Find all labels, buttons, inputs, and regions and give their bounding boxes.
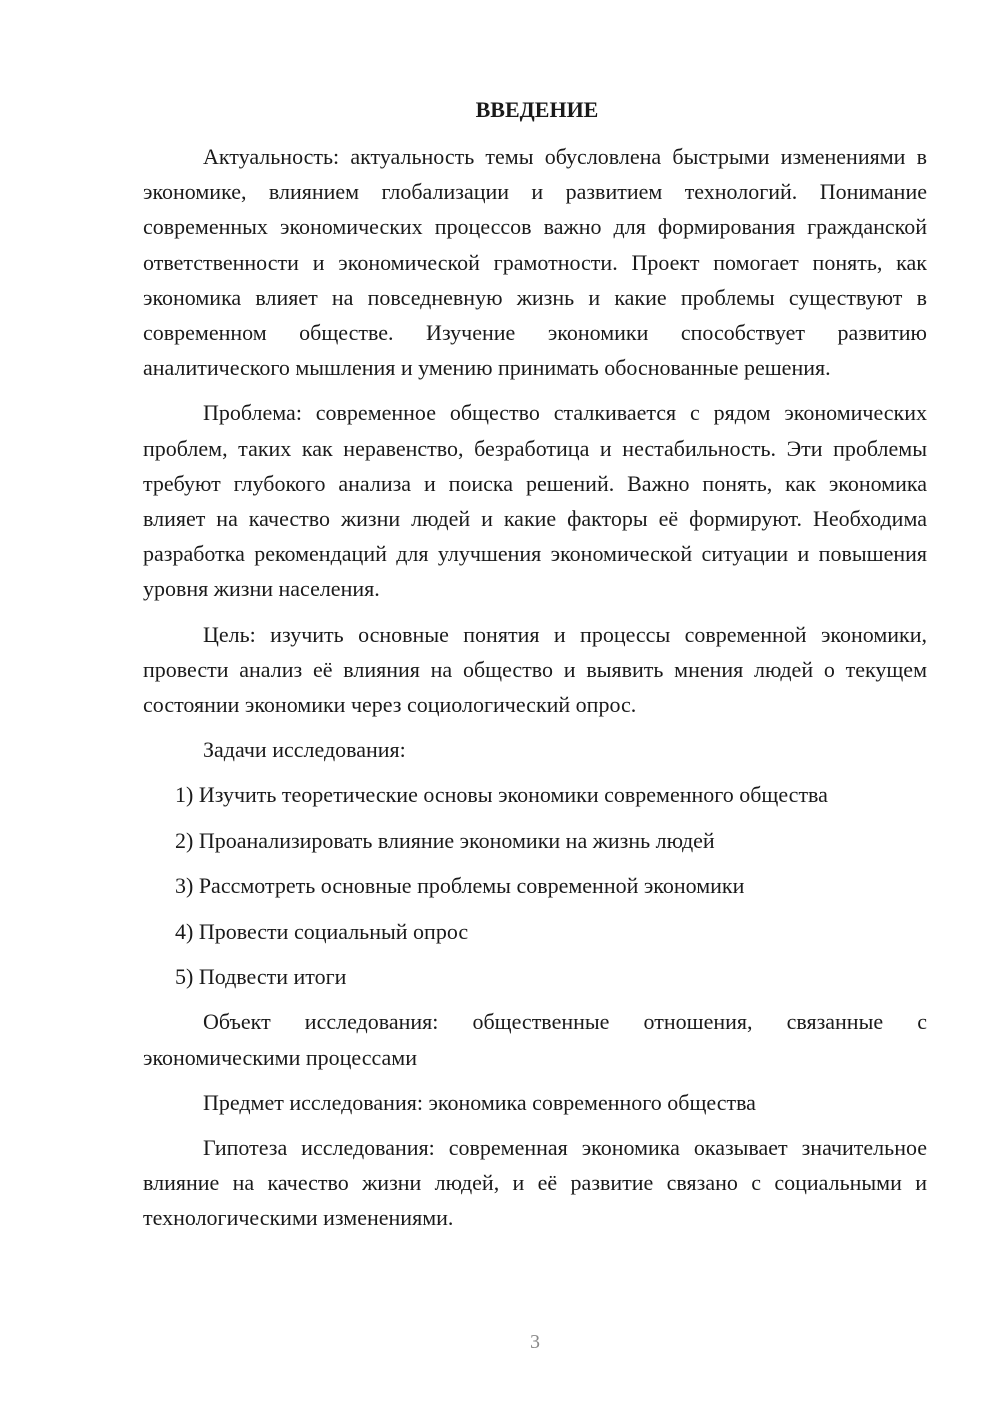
problem-paragraph: Проблема: современное общество сталкивается с рядом экономических проблем, таких как неравенство, безработица и нестабильность. Эти проблемы требуют глубокого анализа и поиска решений. Важно понять, как экономика влияет на качество жизни людей и какие факторы её формируют. Необходима разработка рекомендаций для улучшения экономической ситуации и повышения уровня жизни населения. [143,400,927,602]
task-item-1: 1) Изучить теоретические основы экономики современного общества [175,782,828,808]
goal-paragraph: Цель: изучить основные понятия и процессы современной экономики, провести анализ её влияния на общество и выявить мнения людей о текущем состоянии экономики через социологический опрос. [143,621,927,718]
tasks-list [143,777,927,994]
hypothesis-paragraph: Гипотеза исследования: современная экономика оказывает значительное влияние на качество жизни людей, и её развитие связано с социальными и технологическими изменениями. [143,1135,927,1231]
object-paragraph: Объект исследования: общественные отношения, связанные с экономическими процессами [143,1009,927,1070]
relevance-paragraph: Актуальность: актуальность темы обусловлена быстрыми изменениями в экономике, влиянием глобализации и развитием технологий. Понимание современных экономических процессов важно для формирования гражданской ответственности и экономической грамотности. Проект помогает понять, как экономика влияет на повседневную жизнь и какие проблемы существуют в современном обществе. Изучение экономики способствует развитию аналитического мышления и умению принимать обоснованные решения. [143,144,927,381]
task-item-3: 3) Рассмотреть основные проблемы современной экономики [175,873,745,899]
page-heading: ВВЕДЕНИЕ [475,97,599,122]
tasks-title: Задачи исследования: [203,737,406,763]
task-item-2: 2) Проанализировать влияние экономики на жизнь людей [175,827,715,853]
task-item-4: 4) Провести социальный опрос [175,918,469,944]
subject-paragraph: Предмет исследования: экономика современного общества [203,1089,756,1115]
page-content [143,92,927,1246]
task-item-5: 5) Подвести итоги [175,964,347,990]
page-number: 3 [530,1331,540,1353]
